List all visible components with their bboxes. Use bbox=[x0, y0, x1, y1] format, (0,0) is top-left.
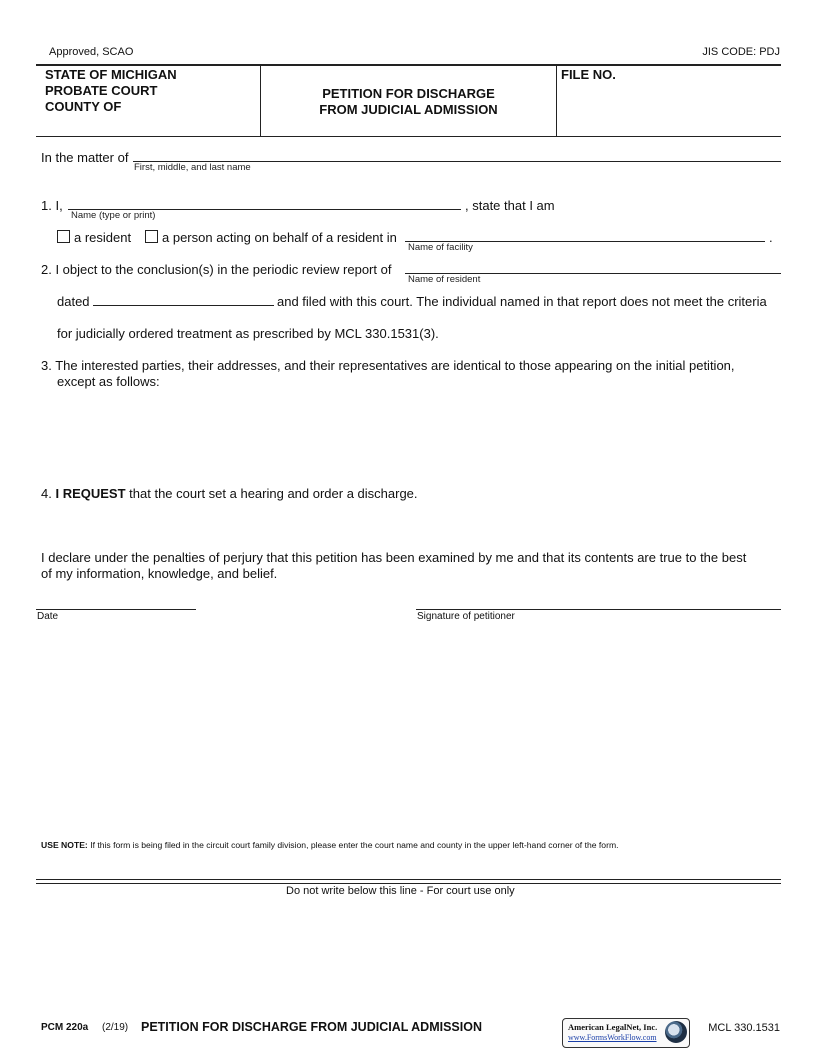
court-use-rule-1 bbox=[36, 879, 781, 880]
date-caption: Date bbox=[37, 611, 59, 622]
behalf-checkbox[interactable] bbox=[145, 230, 158, 243]
statute-reference: MCL 330.1531 bbox=[708, 1022, 780, 1034]
matter-caption: First, middle, and last name bbox=[134, 162, 251, 173]
item4-request-text: that the court set a hearing and order a discharge. bbox=[129, 486, 418, 501]
item1-state-text: , state that I am bbox=[465, 198, 555, 213]
court-use-rule-2 bbox=[36, 883, 781, 884]
matter-label: In the matter of bbox=[41, 150, 129, 165]
use-note-text: If this form is being filed in the circuit court family division, please enter the court name and county in the upper left-hand corner of the form. bbox=[90, 840, 619, 850]
item2-text: 2. I object to the conclusion(s) in the periodic review report of bbox=[41, 262, 392, 277]
item4-request-bold: I REQUEST bbox=[55, 486, 126, 501]
jis-code: JIS CODE: PDJ bbox=[702, 46, 780, 58]
report-date-field[interactable] bbox=[93, 305, 274, 306]
header-top-rule bbox=[36, 64, 781, 66]
item3-line-1: 3. The interested parties, their addresses, and their representatives are identical to those appearing on the initial petition, bbox=[41, 358, 735, 373]
signature-field[interactable] bbox=[416, 609, 781, 610]
use-note-label: USE NOTE: bbox=[41, 840, 88, 850]
signature-caption: Signature of petitioner bbox=[417, 611, 515, 622]
resident-caption: Name of resident bbox=[408, 274, 481, 285]
globe-icon bbox=[665, 1021, 687, 1043]
date-field[interactable] bbox=[36, 609, 196, 610]
declaration-line-1: I declare under the penalties of perjury that this petition has been examined by me and that its contents are true to the best bbox=[41, 550, 747, 565]
filed-text: and filed with this court. The individual named in that report does not meet the criteria bbox=[277, 294, 767, 309]
file-no-label[interactable]: FILE NO. bbox=[561, 67, 616, 82]
item1-number: 1. I, bbox=[41, 198, 63, 213]
approved-label: Approved, SCAO bbox=[49, 46, 134, 58]
court-use-label: Do not write below this line - For court use only bbox=[286, 885, 515, 897]
item3-line-2: except as follows: bbox=[57, 374, 160, 389]
declaration-line-2: of my information, knowledge, and belief. bbox=[41, 566, 278, 581]
item4-request bbox=[41, 486, 418, 501]
court-state: STATE OF MICHIGAN bbox=[45, 67, 177, 82]
header-bottom-rule bbox=[36, 136, 781, 137]
facility-caption: Name of facility bbox=[408, 242, 473, 253]
resident-label: a resident bbox=[74, 230, 132, 245]
item1-period: . bbox=[769, 230, 773, 245]
criteria-text: for judicially ordered treatment as prescribed by MCL 330.1531(3). bbox=[57, 326, 439, 341]
form-title-line-1: PETITION FOR DISCHARGE bbox=[322, 86, 495, 101]
use-note bbox=[41, 840, 619, 850]
exceptions-field[interactable] bbox=[57, 392, 781, 472]
logo-url[interactable]: www.FormsWorkFlow.com bbox=[568, 1033, 657, 1042]
dated-label: dated bbox=[57, 294, 90, 309]
behalf-label: a person acting on behalf of a resident in bbox=[162, 230, 397, 245]
court-county[interactable]: COUNTY OF bbox=[45, 99, 122, 114]
option-resident[interactable] bbox=[57, 230, 131, 245]
option-behalf[interactable] bbox=[145, 230, 397, 245]
americanlegalnet-logo bbox=[562, 1018, 690, 1048]
form-revision: (2/19) bbox=[102, 1022, 129, 1033]
resident-checkbox[interactable] bbox=[57, 230, 70, 243]
petitioner-name-caption: Name (type or print) bbox=[71, 210, 156, 221]
form-id: PCM 220a bbox=[41, 1022, 89, 1033]
form-title-line-2: FROM JUDICIAL ADMISSION bbox=[319, 102, 498, 117]
item4-number: 4. bbox=[41, 486, 52, 501]
court-type: PROBATE COURT bbox=[45, 83, 158, 98]
footer-title: PETITION FOR DISCHARGE FROM JUDICIAL ADMISSION bbox=[141, 1020, 482, 1034]
logo-company: American LegalNet, Inc. bbox=[568, 1022, 658, 1032]
